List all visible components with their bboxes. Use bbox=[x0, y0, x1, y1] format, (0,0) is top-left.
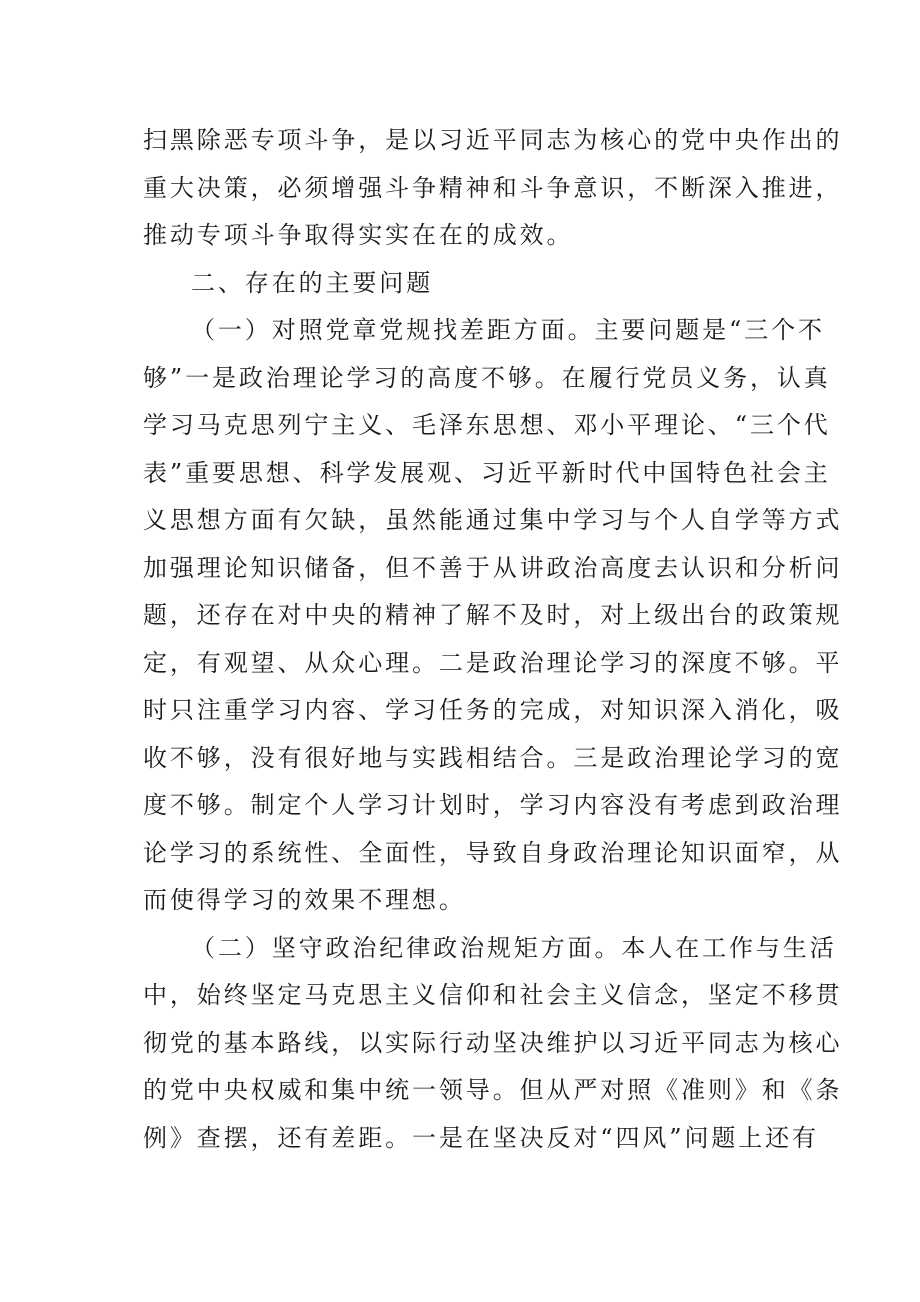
section-heading: 二、存在的主要问题 bbox=[191, 268, 434, 297]
paragraph-line: 而使得学习的效果不理想。 bbox=[143, 886, 466, 914]
paragraph-line: （二）坚守政治纪律政治规矩方面。本人在工作与生活 bbox=[191, 933, 837, 962]
paragraph-line: 表”重要思想、科学发展观、习近平新时代中国特色社会主 bbox=[143, 458, 831, 487]
paragraph-line: 收不够，没有很好地与实践相结合。三是政治理论学习的宽 bbox=[143, 743, 843, 772]
paragraph-line: 推动专项斗争取得实实在在的成效。 bbox=[143, 221, 574, 249]
paragraph-line: 的党中央权威和集中统一领导。但从严对照《准则》和《条 bbox=[143, 1076, 843, 1104]
paragraph-line: 重大决策，必须增强斗争精神和斗争意识，不断深入推进， bbox=[143, 173, 843, 202]
paragraph-line: 彻党的基本路线，以实际行动坚决维护以习近平同志为核心 bbox=[143, 1028, 843, 1057]
paragraph-line: 例》查摆，还有差距。一是在坚决反对“四风”问题上还有 bbox=[143, 1123, 819, 1152]
paragraph-line: 加强理论知识储备，但不善于从讲政治高度去认识和分析问 bbox=[143, 553, 843, 582]
paragraph-line: （一）对照党章党规找差距方面。主要问题是“三个不 bbox=[191, 316, 825, 344]
paragraph-line: 论学习的系统性、全面性，导致自身政治理论知识面窄，从 bbox=[143, 838, 843, 867]
paragraph-line: 题，还存在对中央的精神了解不及时，对上级出台的政策规 bbox=[143, 601, 843, 629]
paragraph-line: 够”一是政治理论学习的高度不够。在履行党员义务，认真 bbox=[143, 363, 831, 392]
paragraph-line: 学习马克思列宁主义、毛泽东思想、邓小平理论、“三个代 bbox=[143, 411, 831, 439]
paragraph-line: 时只注重学习内容、学习任务的完成，对知识深入消化，吸 bbox=[143, 696, 843, 724]
paragraph-line: 义思想方面有欠缺，虽然能通过集中学习与个人自学等方式 bbox=[143, 506, 843, 534]
paragraph-line: 定，有观望、从众心理。二是政治理论学习的深度不够。平 bbox=[143, 648, 843, 677]
paragraph-line: 中，始终坚定马克思主义信仰和社会主义信念，坚定不移贯 bbox=[143, 981, 843, 1009]
paragraph-line: 度不够。制定个人学习计划时，学习内容没有考虑到政治理 bbox=[143, 791, 843, 819]
paragraph-line: 扫黑除恶专项斗争，是以习近平同志为核心的党中央作出的 bbox=[143, 126, 843, 154]
document-body bbox=[143, 117, 843, 1162]
